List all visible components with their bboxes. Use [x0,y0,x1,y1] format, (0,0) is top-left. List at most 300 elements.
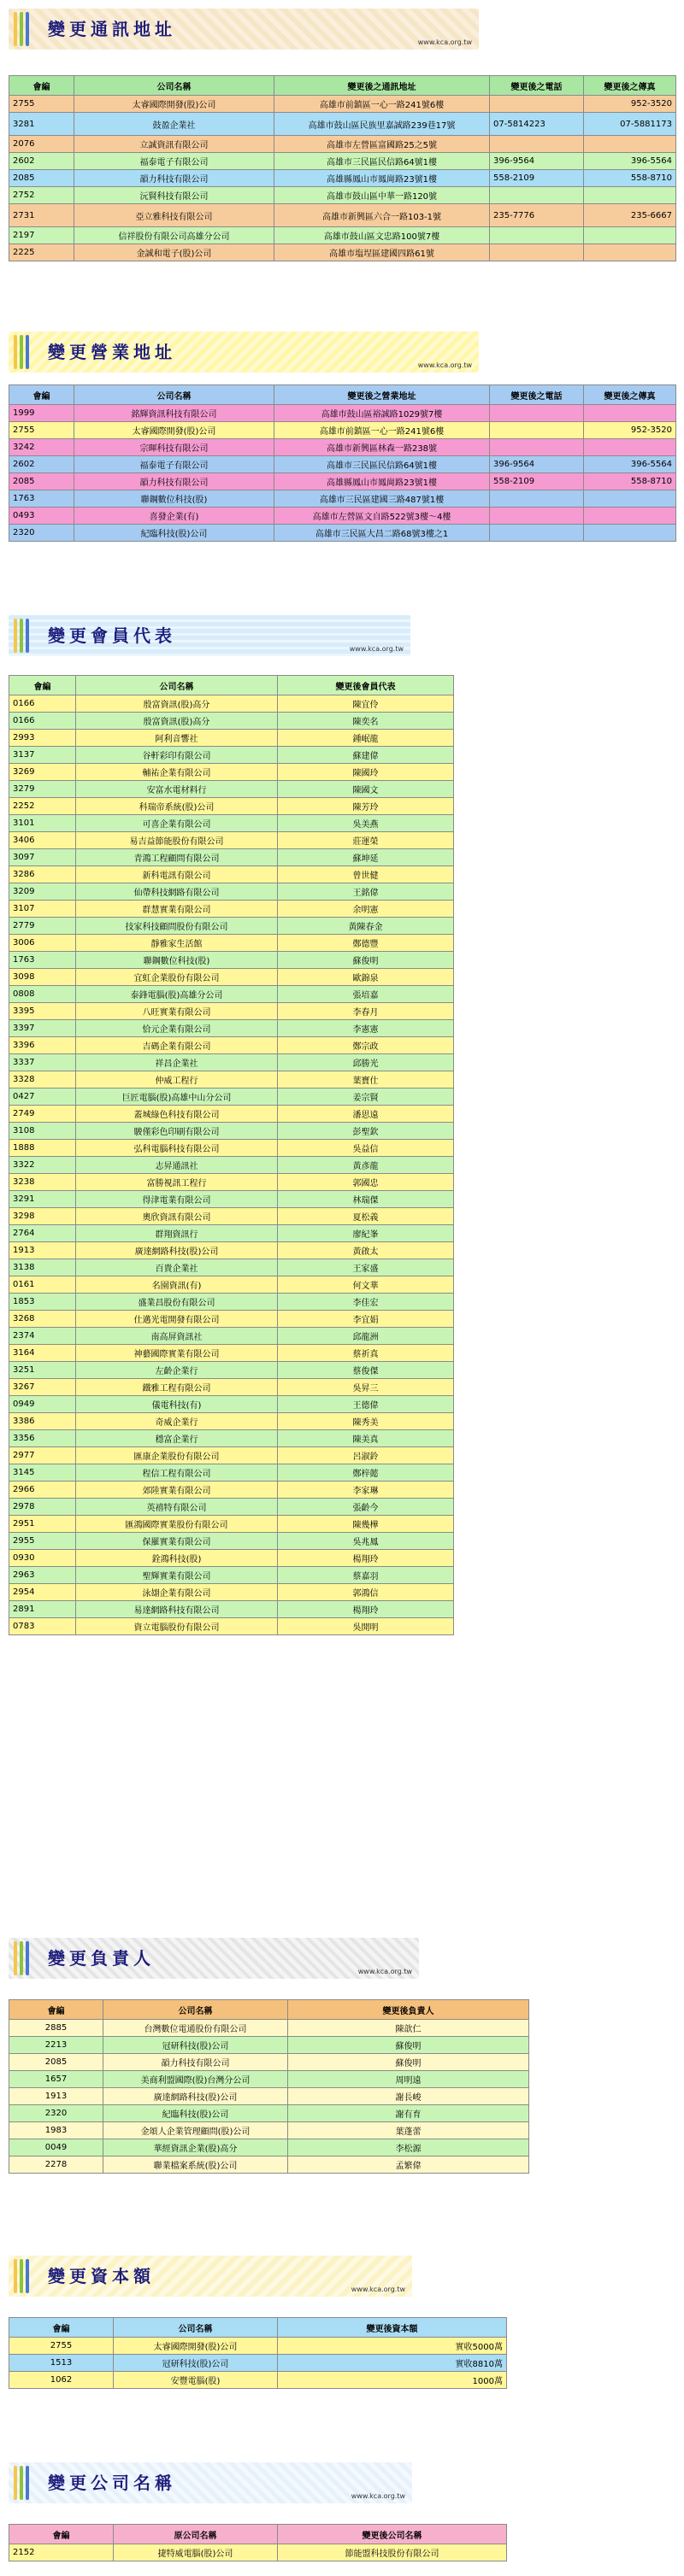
table-cell: 0949 [9,1396,76,1413]
table-cell [490,244,584,261]
table-cell: 1983 [9,2122,103,2139]
table-cell: 3269 [9,764,76,781]
table-row [9,1037,454,1054]
table-cell: 3209 [9,883,76,901]
table-cell: 1062 [9,2372,114,2389]
table-header-row [9,385,676,405]
table-row [9,695,454,713]
table-cell: 3097 [9,849,76,866]
table-cell: 高雄市前鎮區一心一路241號6樓 [274,96,490,113]
table-row [9,901,454,918]
table-cell: 彭聖欽 [278,1123,454,1140]
table-cell: 聯鋼數位科技(股) [74,490,274,508]
table-cell: 0049 [9,2139,103,2156]
table-cell: 陳美真 [278,1430,454,1447]
column-header: 變更後資本額 [278,2318,507,2338]
table-cell: 余明憲 [278,901,454,918]
table-cell: 韻力科技有限公司 [103,2054,288,2071]
table-cell: 2755 [9,96,74,113]
table-cell: 3356 [9,1430,76,1447]
table-cell: 潘思遠 [278,1106,454,1123]
table-body [9,2318,507,2389]
table-cell [584,187,676,204]
site-url: www.kca.org.tw [417,38,472,46]
table-cell: 王家盛 [278,1259,454,1276]
table-cell: 盛業昌股份有限公司 [76,1294,278,1311]
table-cell [490,96,584,113]
table-cell: 謝有育 [288,2105,529,2122]
table-row [9,2122,529,2139]
table-cell: 吉碼企業有限公司 [76,1037,278,1054]
table-cell [490,187,584,204]
table-cell: 3279 [9,781,76,798]
table-cell: 易達網路科技有限公司 [76,1601,278,1618]
table-row [9,1499,454,1516]
column-header: 變更後會員代表 [278,676,454,695]
table-body [9,676,454,1635]
table-cell: 華經資訊企業(股)高分 [103,2139,288,2156]
table-cell: 高雄市三民區民信路64號1樓 [274,456,490,473]
capital-change-table [9,2317,507,2389]
table-cell: 高雄市鼓山區民族里嘉誠路239巷17號 [274,113,490,136]
table-cell: 2602 [9,456,74,473]
table-row [9,2037,529,2054]
table-cell: 陳國玲 [278,764,454,781]
table-cell: 台灣數位電通股份有限公司 [103,2020,288,2037]
column-header: 變更後之傳真 [584,76,676,96]
table-cell: 3291 [9,1191,76,1208]
table-cell: 李松源 [288,2139,529,2156]
table-cell: 實收8810萬 [278,2355,507,2372]
table-cell: 3107 [9,901,76,918]
table-row [9,730,454,747]
table-cell: 匯鴻國際實業股份有限公司 [76,1516,278,1533]
table-row [9,1379,454,1396]
responsible-change-table [9,1999,529,2174]
table-cell: 李佳宏 [278,1294,454,1311]
table-cell: 李春月 [278,1003,454,1020]
table-cell: 銓鴻科技(股) [76,1550,278,1567]
table-cell: 陳宜伶 [278,695,454,713]
table-cell: 易吉益節能股份有限公司 [76,832,278,849]
site-url: www.kca.org.tw [351,2492,405,2500]
table-cell: 節能盟科技股份有限公司 [278,2544,507,2561]
table-row [9,439,676,456]
table-cell: 1657 [9,2071,103,2088]
table-cell: 396-5564 [584,153,676,170]
table-header-row [9,2525,507,2544]
address-change-table [9,75,676,261]
table-cell: 1763 [9,490,74,508]
table-cell: 蘇俊明 [288,2037,529,2054]
table-cell: 952-3520 [584,422,676,439]
table-row [9,1345,454,1362]
table-cell: 仕邁光電開發有限公司 [76,1311,278,1328]
table-cell: 吳開明 [278,1618,454,1635]
table-cell: 2225 [9,244,74,261]
section-banner-business [9,332,479,373]
table-cell: 捷特威電腦(股)公司 [114,2544,278,2561]
table-cell: 2320 [9,2105,103,2122]
table-cell: 張齡今 [278,1499,454,1516]
table-cell: 資立電腦股份有限公司 [76,1618,278,1635]
table-cell: 宜虹企業股份有限公司 [76,969,278,986]
table-cell: 李憲憲 [278,1020,454,1037]
table-row [9,1259,454,1276]
table-cell [584,508,676,525]
table-row [9,764,454,781]
section-title: 變更會員代表 [48,625,176,646]
table-cell: 1513 [9,2355,114,2372]
table-row [9,1123,454,1140]
table-cell: 祥昌企業社 [76,1054,278,1071]
table-cell [584,525,676,542]
table-cell: 3396 [9,1037,76,1054]
table-cell: 王銘偉 [278,883,454,901]
table-cell: 百貴企業社 [76,1259,278,1276]
table-row [9,2020,529,2037]
table-header-row [9,76,676,96]
table-cell: 群翔資訊行 [76,1225,278,1242]
table-cell: 泳翃企業有限公司 [76,1584,278,1601]
table-cell: 3145 [9,1464,76,1482]
table-cell: 奧欣資訊有限公司 [76,1208,278,1225]
table-cell: 高雄市左營區文自路522號3樓～4樓 [274,508,490,525]
table-cell [490,405,584,422]
table-cell: 高雄市鼓山區文忠路100號7樓 [274,227,490,244]
table-cell: 鄭德豐 [278,935,454,952]
table-cell: 高雄市鼓山區裕誠路1029號7樓 [274,405,490,422]
table-cell: 3251 [9,1362,76,1379]
table-cell: 志昇通訊社 [76,1157,278,1174]
table-cell: 2978 [9,1499,76,1516]
table-row [9,508,676,525]
table-cell: 2374 [9,1328,76,1345]
table-row [9,204,676,227]
table-cell: 鍾岷龍 [278,730,454,747]
table-cell: 莊運榮 [278,832,454,849]
table-cell: 葉寶仕 [278,1071,454,1088]
table-cell [490,439,584,456]
table-cell: 蔡俊傑 [278,1362,454,1379]
table-row [9,1311,454,1328]
table-row [9,2338,507,2355]
column-header: 公司名稱 [76,676,278,695]
table-cell [490,490,584,508]
column-header: 會編 [9,385,74,405]
table-header-row [9,2000,529,2020]
table-row [9,1516,454,1533]
table-cell: 左齡企業行 [76,1362,278,1379]
table-cell: 亞立雅科技有限公司 [74,204,274,227]
table-cell: 歐錦泉 [278,969,454,986]
table-cell [584,227,676,244]
table-cell: 張培嘉 [278,986,454,1003]
table-cell: 235-6667 [584,204,676,227]
table-row [9,1396,454,1413]
table-cell: 郊陸實業有限公司 [76,1482,278,1499]
table-cell: 銘輝資訊科技有限公司 [74,405,274,422]
table-cell: 弘科電腦科技有限公司 [76,1140,278,1157]
table-cell: 新科電訊有限公司 [76,866,278,883]
table-row [9,1533,454,1550]
table-cell: 蘇坤延 [278,849,454,866]
section-title: 變更資本額 [48,2266,155,2286]
table-cell: 2954 [9,1584,76,1601]
table-row [9,1020,454,1037]
table-cell: 邱勝光 [278,1054,454,1071]
table-cell: 2085 [9,170,74,187]
table-cell: 陳芳玲 [278,798,454,815]
table-cell: 喜發企業(有) [74,508,274,525]
table-cell: 冠研科技(股)公司 [103,2037,288,2054]
table-row [9,96,676,113]
table-row [9,952,454,969]
table-cell: 235-7776 [490,204,584,227]
table-cell: 558-8710 [584,473,676,490]
table-cell: 蘇俊明 [288,2054,529,2071]
table-cell: 周明遠 [288,2071,529,2088]
table-cell: 楊翔玲 [278,1550,454,1567]
table-cell: 3322 [9,1157,76,1174]
table-cell: 1913 [9,1242,76,1259]
table-row [9,2071,529,2088]
table-cell: 李宜娟 [278,1311,454,1328]
table-cell: 鐵雅工程有限公司 [76,1379,278,1396]
table-cell: 3006 [9,935,76,952]
table-cell: 2213 [9,2037,103,2054]
table-cell: 3267 [9,1379,76,1396]
table-cell: 何文華 [278,1276,454,1294]
table-cell: 蔡嘉羽 [278,1567,454,1584]
table-row [9,170,676,187]
table-body [9,2000,529,2174]
table-cell: 李家琳 [278,1482,454,1499]
section-title: 變更負責人 [48,1948,155,1969]
table-row [9,747,454,764]
table-cell: 0930 [9,1550,76,1567]
table-header-row [9,2318,507,2338]
table-cell: 1888 [9,1140,76,1157]
table-cell: 3386 [9,1413,76,1430]
table-cell: 2755 [9,2338,114,2355]
column-header: 會編 [9,76,74,96]
table-cell: 神藝國際實業有限公司 [76,1345,278,1362]
table-cell: 群慧實業有限公司 [76,901,278,918]
table-row [9,1276,454,1294]
table-cell: 陳歆仁 [288,2020,529,2037]
table-cell: 楊翔玲 [278,1601,454,1618]
column-header: 變更後之電話 [490,385,584,405]
table-cell: 3138 [9,1259,76,1276]
table-cell: 聯業檔案系統(股)公司 [103,2156,288,2174]
column-header: 公司名稱 [74,76,274,96]
table-cell: 2752 [9,187,74,204]
table-cell: 鄭梓懿 [278,1464,454,1482]
table-cell: 2731 [9,204,74,227]
table-cell: 廖紀峯 [278,1225,454,1242]
table-row [9,1140,454,1157]
table-cell: 技家科技顧問股份有限公司 [76,918,278,935]
table-cell: 1000萬 [278,2372,507,2389]
column-header: 會編 [9,2525,114,2544]
table-row [9,1618,454,1635]
site-url: www.kca.org.tw [417,361,472,369]
table-row [9,2088,529,2105]
table-cell: 太睿國際開發(股)公司 [74,96,274,113]
table-cell: 仲威工程行 [76,1071,278,1088]
table-cell: 0493 [9,508,74,525]
table-cell: 黃陳春金 [278,918,454,935]
table-cell: 金誠和電子(股)公司 [74,244,274,261]
table-cell: 1913 [9,2088,103,2105]
table-cell: 2278 [9,2156,103,2174]
banner-bars-icon [14,335,36,369]
table-row [9,1106,454,1123]
table-cell: 952-3520 [584,96,676,113]
table-cell: 實收5000萬 [278,2338,507,2355]
table-cell: 曾世健 [278,866,454,883]
table-cell: 2963 [9,1567,76,1584]
table-cell: 高雄市三民區民信路64號1樓 [274,153,490,170]
table-row [9,405,676,422]
table-cell: 宗暉科技有限公司 [74,439,274,456]
column-header: 公司名稱 [74,385,274,405]
table-cell: 吳兆鳳 [278,1533,454,1550]
table-row [9,456,676,473]
table-row [9,935,454,952]
table-row [9,1413,454,1430]
table-row [9,1294,454,1311]
table-cell: 0161 [9,1276,76,1294]
table-row [9,136,676,153]
table-cell [584,405,676,422]
business-address-change-table [9,384,676,542]
table-cell: 太睿國際開發(股)公司 [114,2338,278,2355]
table-row [9,1225,454,1242]
table-cell: 蓋城綠色科技有限公司 [76,1106,278,1123]
table-row [9,2355,507,2372]
table-cell: 程信工程有限公司 [76,1464,278,1482]
table-cell: 陳奕名 [278,713,454,730]
table-row [9,2372,507,2389]
table-cell: 谷軒彩印有限公司 [76,747,278,764]
table-cell: 3101 [9,815,76,832]
table-cell: 得津電業有限公司 [76,1191,278,1208]
table-cell: 3397 [9,1020,76,1037]
table-cell: 吳昇三 [278,1379,454,1396]
table-cell: 吳美燕 [278,815,454,832]
table-row [9,883,454,901]
table-cell: 姜宗賢 [278,1088,454,1106]
table-cell: 0427 [9,1088,76,1106]
table-cell: 保羅實業有限公司 [76,1533,278,1550]
column-header: 變更後之傳真 [584,385,676,405]
table-cell: 2966 [9,1482,76,1499]
table-row [9,2156,529,2174]
table-cell: 沅賢科技有限公司 [74,187,274,204]
table-cell: 2951 [9,1516,76,1533]
table-cell: 泰鋒電腦(股)高雄分公司 [76,986,278,1003]
table-row [9,153,676,170]
table-cell: 駿僅彩色印刷有限公司 [76,1123,278,1140]
table-cell: 2891 [9,1601,76,1618]
table-cell: 3108 [9,1123,76,1140]
table-cell [490,227,584,244]
table-cell: 廣達網路科技(股)公司 [103,2088,288,2105]
table-body [9,76,676,261]
table-cell: 科瑞帝系統(股)公司 [76,798,278,815]
table-row [9,1174,454,1191]
company-name-change-table [9,2524,507,2561]
banner-bars-icon [14,12,36,46]
table-cell: 鄭宗政 [278,1037,454,1054]
table-cell: 福泰電子有限公司 [74,153,274,170]
table-row [9,1054,454,1071]
banner-bars-icon [14,2466,36,2500]
column-header: 會編 [9,676,76,695]
table-cell: 2755 [9,422,74,439]
table-cell: 高雄縣鳳山市鳳崗路23號1樓 [274,473,490,490]
banner-bars-icon [14,619,36,653]
table-cell: 殷富資訊(股)高分 [76,695,278,713]
table-cell: 韻力科技有限公司 [74,473,274,490]
table-header-row [9,676,454,695]
table-cell: 富勝視訊工程行 [76,1174,278,1191]
table-cell: 陳秀美 [278,1413,454,1430]
table-row [9,1191,454,1208]
table-row [9,1430,454,1447]
section-banner-name [9,2462,412,2503]
table-row [9,2054,529,2071]
table-cell: 吳益信 [278,1140,454,1157]
table-row [9,1464,454,1482]
table-row [9,1003,454,1020]
table-cell [584,439,676,456]
section-banner-capital [9,2256,412,2297]
table-cell: 1853 [9,1294,76,1311]
column-header: 變更後之營業地址 [274,385,490,405]
table-row [9,473,676,490]
table-cell: 3337 [9,1054,76,1071]
table-row [9,781,454,798]
column-header: 公司名稱 [103,2000,288,2020]
table-cell: 2749 [9,1106,76,1123]
table-cell: 2993 [9,730,76,747]
table-cell: 1763 [9,952,76,969]
table-cell [490,508,584,525]
table-cell: 聖輝實業有限公司 [76,1567,278,1584]
site-url: www.kca.org.tw [357,1968,412,1975]
table-cell: 八旺實業有限公司 [76,1003,278,1020]
table-cell: 396-9564 [490,153,584,170]
table-cell: 孟繁偉 [288,2156,529,2174]
table-cell: 韻力科技有限公司 [74,170,274,187]
table-cell: 林瑞傑 [278,1191,454,1208]
banner-bars-icon [14,1941,36,1975]
table-cell: 匯康企業股份有限公司 [76,1447,278,1464]
table-cell: 紀臨科技(股)公司 [103,2105,288,2122]
table-cell: 2197 [9,227,74,244]
table-row [9,1328,454,1345]
table-row [9,969,454,986]
table-row [9,1482,454,1499]
table-row [9,1567,454,1584]
table-cell: 高雄市三民區大昌二路68號3樓之1 [274,525,490,542]
table-cell: 3395 [9,1003,76,1020]
table-cell: 高雄市鼓山區中華一路120號 [274,187,490,204]
section-title: 變更通訊地址 [48,19,176,39]
